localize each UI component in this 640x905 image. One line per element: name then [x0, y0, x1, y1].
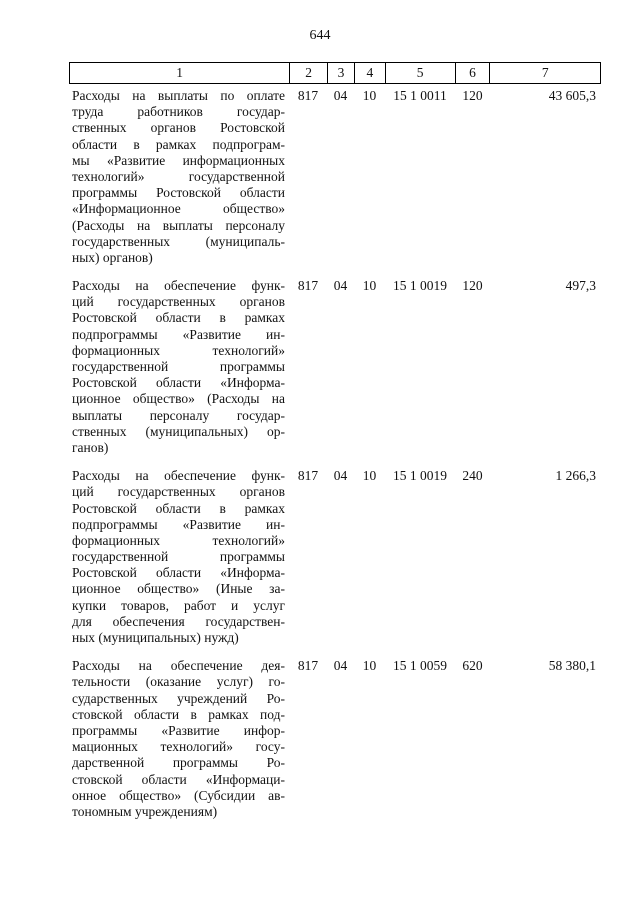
expense-type-code: 120 — [462, 278, 483, 294]
description-line: дарственной программы Ро- — [72, 755, 285, 771]
description-line: ных (муниципальных) нужд) — [72, 630, 239, 645]
subsection-code: 10 — [362, 278, 377, 294]
description-line: государственной программы — [72, 359, 285, 374]
description-line: государственной программы — [72, 549, 285, 565]
table-row — [69, 468, 601, 646]
header-col-6: 6 — [455, 63, 490, 83]
description-line: выплаты персоналу государ- — [72, 407, 285, 423]
description-line: стовской области в рамках под- — [72, 706, 285, 722]
table-body — [69, 88, 601, 820]
description-line: ционное общество» (Расходы на — [72, 391, 285, 407]
section-code: 04 — [333, 468, 348, 484]
header-col-1: 1 — [176, 65, 183, 80]
target-article-code: 15 1 0059 — [393, 658, 447, 674]
section-code: 04 — [333, 658, 348, 674]
description-line: «Информационное общество» — [72, 201, 285, 217]
ministry-code: 817 — [297, 278, 319, 294]
ministry-code: 817 — [297, 468, 319, 484]
subsection-code: 10 — [362, 88, 377, 103]
description-line: Расходы на обеспечение функ- — [72, 468, 285, 484]
row-description — [69, 468, 289, 646]
subsection-code: 10 — [362, 468, 377, 484]
description-line: труда работников государ- — [72, 104, 285, 120]
header-col-7: 7 — [489, 63, 600, 83]
amount: 43 605,3 — [548, 88, 596, 103]
description-line: программы Ростовской области — [72, 185, 285, 201]
amount: 497,3 — [565, 278, 596, 294]
description-line: Расходы на выплаты по оплате — [72, 88, 285, 103]
header-col-4: 4 — [354, 63, 385, 83]
amount: 1 266,3 — [555, 468, 596, 484]
description-line: Расходы на обеспечение функ- — [72, 278, 285, 294]
page-number: 644 — [309, 28, 331, 43]
ministry-code: 817 — [297, 658, 319, 674]
row-description — [69, 278, 289, 456]
description-line: сударственных учреждений Ро- — [72, 690, 285, 706]
description-line: технологий» государственной — [72, 168, 285, 184]
description-line: ционное общество» (Иные за- — [72, 581, 285, 597]
description-line: программы «Развитие инфор- — [72, 722, 285, 738]
expense-type-code: 240 — [462, 468, 483, 484]
budget-table — [69, 62, 601, 820]
description-line: для обеспечения государствен- — [72, 613, 285, 629]
row-description — [69, 88, 289, 266]
description-line: ций государственных органов — [72, 294, 285, 310]
description-line: тельности (оказание услуг) го- — [72, 674, 285, 690]
section-code: 04 — [333, 278, 348, 294]
table-row — [69, 88, 601, 266]
description-line: ственных (муниципальных) ор- — [72, 423, 285, 439]
description-line: (Расходы на выплаты персоналу — [72, 217, 285, 233]
description-line: Ростовской области «Информа- — [72, 375, 285, 391]
section-code: 04 — [333, 88, 348, 103]
amount: 58 380,1 — [548, 658, 596, 674]
header-col-2: 2 — [289, 63, 327, 83]
row-description — [69, 658, 289, 820]
description-line: ственных органов Ростовской — [72, 120, 285, 136]
description-line: купки товаров, работ и услуг — [72, 597, 285, 613]
description-line: Ростовской области «Информа- — [72, 565, 285, 581]
target-article-code: 15 1 0011 — [393, 88, 447, 103]
table-header — [69, 62, 601, 84]
description-line: ций государственных органов — [72, 484, 285, 500]
description-line: мационных технологий» госу- — [72, 739, 285, 755]
description-line: стовской области «Информаци- — [72, 771, 285, 787]
description-line: государственных (муниципаль- — [72, 233, 285, 249]
description-line: мы «Развитие информационных — [72, 152, 285, 168]
table-row — [69, 278, 601, 456]
expense-type-code: 120 — [462, 88, 483, 103]
description-line: формационных технологий» — [72, 532, 285, 548]
target-article-code: 15 1 0019 — [393, 278, 447, 294]
table-row — [69, 658, 601, 820]
description-line: онное общество» (Субсидии ав- — [72, 787, 285, 803]
description-line: ных) органов) — [72, 249, 153, 265]
expense-type-code: 620 — [462, 658, 483, 674]
ministry-code: 817 — [297, 88, 319, 103]
header-col-5: 5 — [385, 63, 455, 83]
description-line: Ростовской области в рамках — [72, 310, 285, 326]
description-line: формационных технологий» — [72, 342, 285, 358]
description-line: подпрограммы «Развитие ин- — [72, 516, 285, 532]
header-col-3: 3 — [327, 63, 354, 83]
description-line: подпрограммы «Развитие ин- — [72, 326, 285, 342]
description-line: области в рамках подпрограм- — [72, 136, 285, 152]
description-line: Расходы на обеспечение дея- — [72, 658, 285, 674]
target-article-code: 15 1 0019 — [393, 468, 447, 484]
description-line: ганов) — [72, 439, 109, 455]
description-line: Ростовской области в рамках — [72, 500, 285, 516]
description-line: тономным учреждениям) — [72, 803, 218, 819]
subsection-code: 10 — [362, 658, 377, 674]
